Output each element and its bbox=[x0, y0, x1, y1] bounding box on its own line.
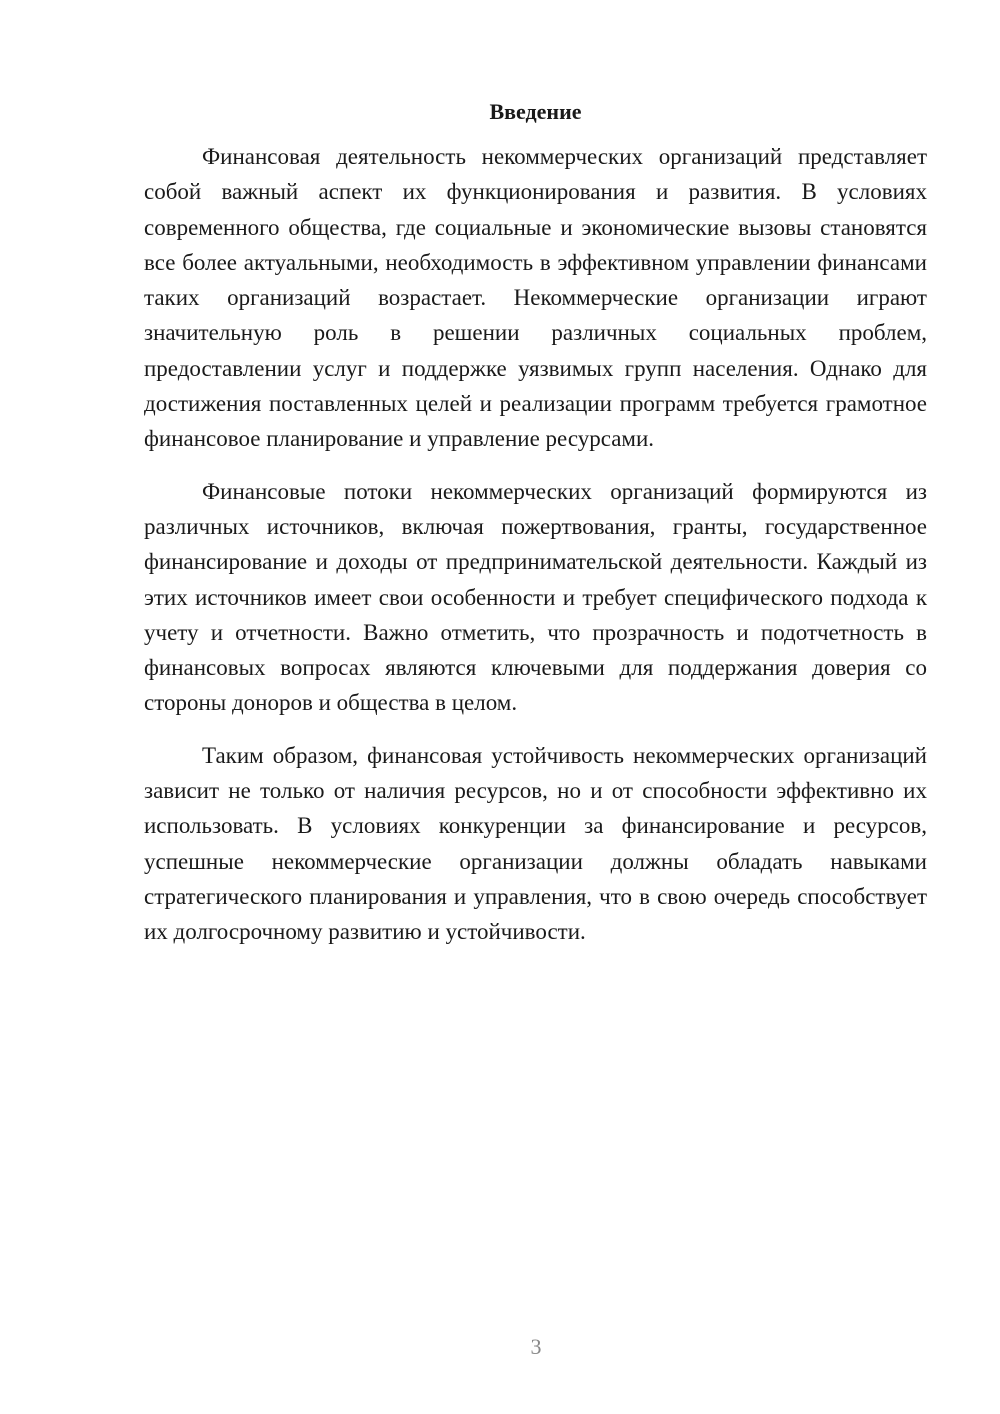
section-heading: Введение bbox=[489, 99, 582, 124]
page-content bbox=[144, 98, 927, 967]
paragraph-1: Финансовая деятельность некоммерческих организаций представляет собой важный аспект их функционирования и развития. В условиях современного общества, где социальные и экономические вызовы становятся все более актуальными, необходимость в эффективном управлении финансами таких организаций возрастает. Некоммерческие организации играют значительную роль в решении различных социальных проблем, предоставлении услуг и поддержке уязвимых групп населения. Однако для достижения поставленных целей и реализации программ требуется грамотное финансовое планирование и управление ресурсами. bbox=[144, 144, 927, 452]
paragraph-2: Финансовые потоки некоммерческих организаций формируются из различных источников, включая пожертвования, гранты, государственное финансирование и доходы от предпринимательской деятельности. Каждый из этих источников имеет свои особенности и требует специфического подхода к учету и отчетности. Важно отметить, что прозрачность и подотчетность в финансовых вопросах являются ключевыми для поддержания доверия со стороны доноров и общества в целом. bbox=[144, 478, 927, 716]
page-number: 3 bbox=[530, 1334, 542, 1359]
paragraph-3: Таким образом, финансовая устойчивость некоммерческих организаций зависит не только от наличия ресурсов, но и от способности эффективно их использовать. В условиях конкуренции за финансирование и ресурсов, успешные некоммерческие организации должны обладать навыками стратегического планирования и управления, что в свою очередь способствует их долгосрочному развитию и устойчивости. bbox=[144, 742, 927, 945]
